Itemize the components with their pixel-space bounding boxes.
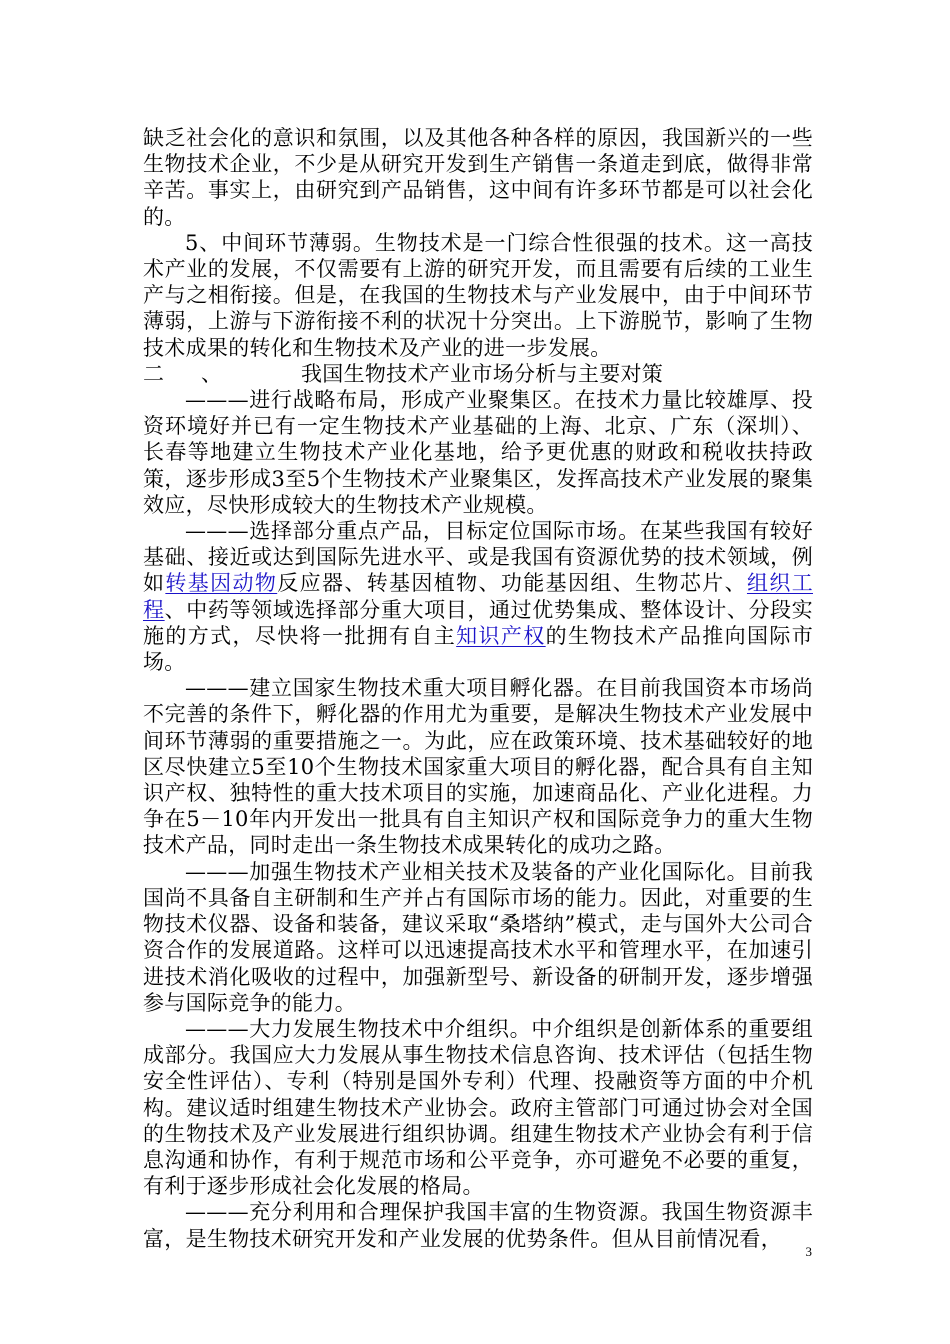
section-title: 我国生物技术产业市场分析与主要对策 bbox=[301, 361, 664, 386]
link-tissue-engineering[interactable]: 组织工程 bbox=[143, 571, 813, 622]
paragraph-text: 反应器、转基因植物、功能基因组、生物芯片、 bbox=[277, 571, 747, 596]
paragraph-text: ———选择部分重点产品，目标定位国际市场。在某些我国有较好基础、接近或达到国际先进水平、或是我国有资源优势的技术领域，例如 bbox=[143, 519, 813, 596]
document-body bbox=[143, 125, 813, 1252]
paragraph-weak-middle-links: 5、中间环节薄弱。生物技术是一门综合性很强的技术。这一高技术产业的发展，不仅需要有上游的研究开发，而且需要有后续的工业生产与之相衔接。但是，在我国的生物技术与产业发展中，由于中间环节薄弱，上游与下游衔接不利的状况十分突出。上下游脱节，影响了生物技术成果的转化和生物技术及产业的进一步发展。 bbox=[143, 230, 813, 360]
paragraph-intermediary-organizations: ———大力发展生物技术中介组织。中介组织是创新体系的重要组成部分。我国应大力发展从事生物技术信息咨询、技术评估（包括生物安全性评估）、专利（特别是国外专利）代理、投融资等方面的中介机构。建议适时组建生物技术产业协会。政府主管部门可通过协会对全国的生物技术及产业发展进行组织协调。组建生物技术产业协会有利于信息沟通和协作，有利于规范市场和公平竞争，亦可避免不必要的重复，有利于逐步形成社会化发展的格局。 bbox=[143, 1016, 813, 1199]
link-intellectual-property[interactable]: 知识产权 bbox=[456, 623, 546, 648]
paragraph-key-products bbox=[143, 518, 813, 675]
paragraph-strategic-layout: ———进行战略布局，形成产业聚集区。在技术力量比较雄厚、投资环境好并已有一定生物技术产业基础的上海、北京、广东（深圳）、长春等地建立生物技术产业化基地，给予更优惠的财政和税收扶持政策，逐步形成3至5个生物技术产业聚集区，发挥高技术产业发展的聚集效应，尽快形成较大的生物技术产业规模。 bbox=[143, 388, 813, 517]
section-separator: 、 bbox=[201, 361, 223, 386]
paragraph-text: 的生物技术产品推向国际市场。 bbox=[143, 623, 814, 675]
paragraph-incubator: ———建立国家生物技术重大项目孵化器。在目前我国资本市场尚不完善的条件下，孵化器的作用尤为重要，是解决生物技术产业发展中间环节薄弱的重要措施之一。为此，应在政策环境、技术基础较好的地区尽快建立5至10个生物技术国家重大项目的孵化器，配合具有自主知识产权、独特性的重大技术项目的实施，加速商品化、产业化进程。力争在5－10年内开发出一批具有自主知识产权和国际竞争力的重大生物技术产品，同时走出一条生物技术成果转化的成功之路。 bbox=[143, 676, 813, 858]
link-transgenic-animals[interactable]: 转基因动物 bbox=[165, 571, 278, 596]
section-number: 二 bbox=[143, 361, 165, 386]
page-number: 3 bbox=[805, 1244, 812, 1259]
paragraph-equipment-internationalization: ———加强生物技术产业相关技术及装备的产业化国际化。目前我国尚不具备自主研制和生产并占有国际市场的能力。因此，对重要的生物技术仪器、设备和装备，建议采取“桑塔纳”模式，走与国外大公司合资合作的发展道路。这样可以迅速提高技术水平和管理水平，在加速引进技术消化吸收的过程中，加强新型号、新设备的研制开发，逐步增强参与国际竞争的能力。 bbox=[143, 859, 813, 1015]
section-heading bbox=[143, 361, 813, 387]
paragraph-text: 、中药等领域选择部分重大项目，通过优势集成、整体设计、分段实施的方式，尽快将一批拥有自主 bbox=[143, 597, 813, 648]
paragraph-socialization-continued: 缺乏社会化的意识和氛围，以及其他各种各样的原因，我国新兴的一些生物技术企业，不少是从研究开发到生产销售一条道走到底，做得非常辛苦。事实上，由研究到产品销售，这中间有许多环节都是可以社会化的。 bbox=[143, 126, 813, 229]
paragraph-biological-resources: ———充分利用和合理保护我国丰富的生物资源。我国生物资源丰富，是生物技术研究开发和产业发展的优势条件。但从目前情况看， bbox=[143, 1200, 813, 1251]
